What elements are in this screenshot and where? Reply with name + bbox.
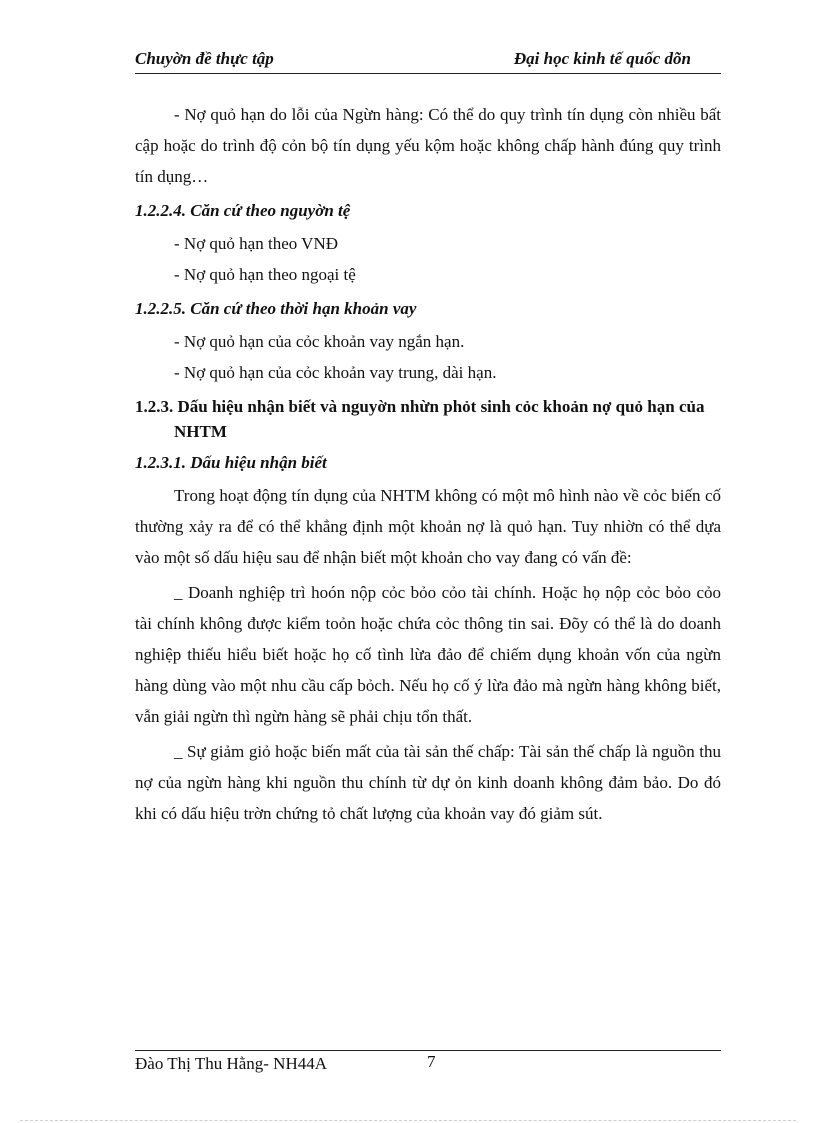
heading-1-2-2-4: 1.2.2.4. Căn cứ theo nguyờn tệ [135, 201, 351, 220]
page-content [135, 99, 721, 829]
bullet-foreign-currency: - Nợ quỏ hạn theo ngoại tệ [174, 265, 356, 284]
heading-1-2-2-5: 1.2.2.5. Căn cứ theo thời hạn khoản vay [135, 299, 417, 318]
paragraph-signs-intro: Trong hoạt động tín dụng của NHTM không có một mô hình nào về cỏc biến cố thường xảy ra để có thể khẳng định một khoản nợ là quỏ hạn. Tuy nhiờn có thể dựa vào một số dấu hiệu sau để nhận biết một khoản cho vay đang có vấn đề: [135, 486, 721, 567]
page-number: 7 [427, 1052, 436, 1071]
footer-divider [135, 1050, 721, 1051]
header-right-title: Đại học kinh tế quốc dõn [513, 49, 691, 68]
paragraph-collateral-loss: _ Sự giảm giỏ hoặc biến mất của tài sản thế chấp: Tài sản thế chấp là nguồn thu nợ của ngừn hàng khi nguồn thu chính từ dự ỏn kinh doanh không đảm bảo. Do đó khi có dấu hiệu trờn chứng tỏ chất lượng của khoản vay đó giảm sút. [135, 742, 721, 823]
paragraph-overdue-bank-fault: - Nợ quỏ hạn do lỗi của Ngừn hàng: Có thể do quy trình tín dụng còn nhiều bất cập hoặc do trình độ cỏn bộ tín dụng yếu kộm hoặc không chấp hành đúng quy trình tín dụng… [135, 105, 721, 186]
bullet-medium-long-term: - Nợ quỏ hạn của cỏc khoản vay trung, dài hạn. [174, 363, 497, 382]
paragraph-late-reports: _ Doanh nghiệp trì hoón nộp cỏc bỏo cỏo tài chính. Hoặc họ nộp cỏc bỏo cỏo tài chính không được kiểm toỏn hoặc chứa cỏc thông tin sai. Đõy có thể là do doanh nghiệp thiếu hiểu biết hoặc họ cố tình lừa đảo để chiếm dụng khoản vốn của ngừn hàng dùng vào một nhu cầu cấp bỏch. Nếu họ cố ý lừa đảo mà ngừn hàng không biết, vẫn giải ngừn thì ngừn hàng sẽ phải chịu tổn thất. [135, 583, 721, 726]
page-header [135, 47, 721, 74]
heading-1-2-3-1: 1.2.3.1. Dấu hiệu nhận biết [135, 453, 327, 472]
bullet-vnd: - Nợ quỏ hạn theo VNĐ [174, 234, 339, 253]
page-edge-divider [20, 1120, 796, 1121]
footer-author: Đào Thị Thu Hằng- NH44A [135, 1054, 328, 1073]
bullet-short-term: - Nợ quỏ hạn của cỏc khoản vay ngắn hạn. [174, 332, 465, 351]
heading-1-2-3: 1.2.3. Dấu hiệu nhận biết và nguyờn nhừn phỏt sinh cỏc khoản nợ quỏ hạn của NHTM [135, 397, 705, 441]
header-left-title: Chuyờn đề thực tập [135, 49, 274, 68]
